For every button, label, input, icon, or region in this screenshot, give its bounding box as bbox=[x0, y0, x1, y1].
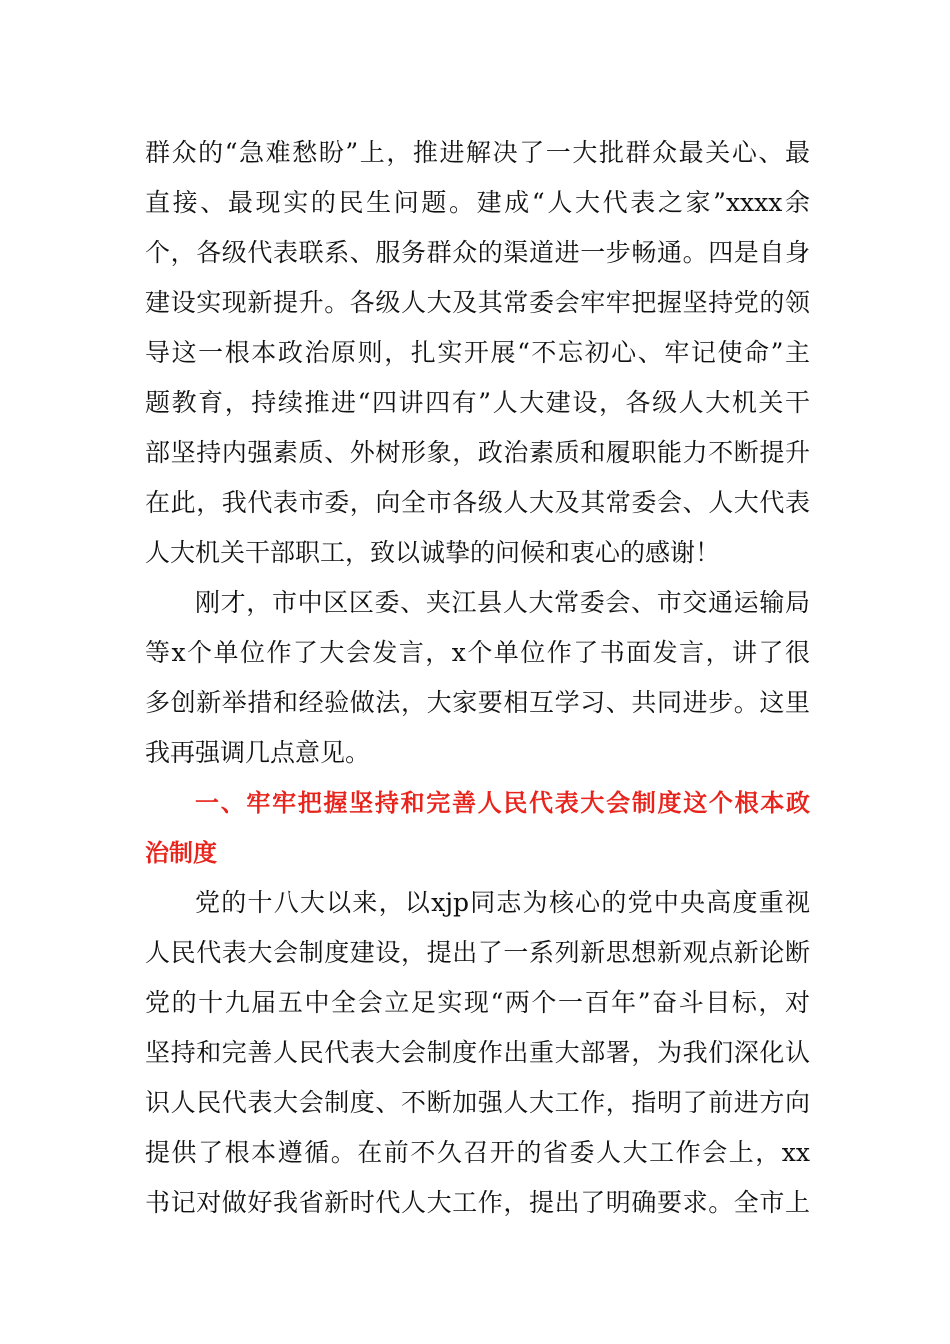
paragraph-line: 书记对做好我省新时代人大工作，提出了明确要求。全市上 bbox=[145, 1188, 810, 1217]
paragraph-line: 我再强调几点意见。 bbox=[145, 738, 371, 767]
paragraph-line: 部坚持内强素质、外树形象，政治素质和履职能力不断提升 bbox=[145, 438, 810, 467]
section-heading: 一、牢牢把握坚持和完善人民代表大会制度这个根本政 bbox=[195, 789, 810, 817]
paragraph-line: 建设实现新提升。各级人大及其常委会牢牢把握坚持党的领 bbox=[145, 288, 810, 317]
paragraph-line: 人民代表大会制度建设，提出了一系列新思想新观点新论断 bbox=[145, 938, 810, 967]
paragraph-line: 在此，我代表市委，向全市各级人大及其常委会、人大代表 bbox=[145, 488, 810, 517]
paragraph-line: 党的十八大以来，以xjp同志为核心的党中央高度重视 bbox=[195, 888, 810, 917]
section-heading: 治制度 bbox=[145, 839, 217, 867]
paragraph-line: 多创新举措和经验做法，大家要相互学习、共同进步。这里 bbox=[145, 688, 810, 717]
paragraph-line: 人大机关干部职工，致以诚挚的问候和衷心的感谢！ bbox=[145, 538, 721, 567]
paragraph-line: 导这一根本政治原则，扎实开展“不忘初心、牢记使命”主 bbox=[145, 338, 810, 367]
paragraph-line: 等x个单位作了大会发言，x个单位作了书面发言，讲了很 bbox=[145, 638, 810, 667]
paragraph-line: 题教育，持续推进“四讲四有”人大建设，各级人大机关干 bbox=[145, 388, 810, 417]
paragraph-line: 刚才，市中区区委、夹江县人大常委会、市交通运输局 bbox=[195, 588, 810, 617]
paragraph-line: 直接、最现实的民生问题。建成“人大代表之家”xxxx余 bbox=[145, 188, 810, 217]
paragraph-line: 个，各级代表联系、服务群众的渠道进一步畅通。四是自身 bbox=[145, 238, 810, 267]
paragraph-line: 党的十九届五中全会立足实现“两个一百年”奋斗目标，对 bbox=[145, 988, 810, 1017]
paragraph-line: 提供了根本遵循。在前不久召开的省委人大工作会上，xx bbox=[145, 1138, 810, 1167]
paragraph-line: 群众的“急难愁盼”上，推进解决了一大批群众最关心、最 bbox=[145, 138, 810, 167]
paragraph-line: 识人民代表大会制度、不断加强人大工作，指明了前进方向 bbox=[145, 1088, 810, 1117]
paragraph-line: 坚持和完善人民代表大会制度作出重大部署，为我们深化认 bbox=[145, 1038, 810, 1067]
